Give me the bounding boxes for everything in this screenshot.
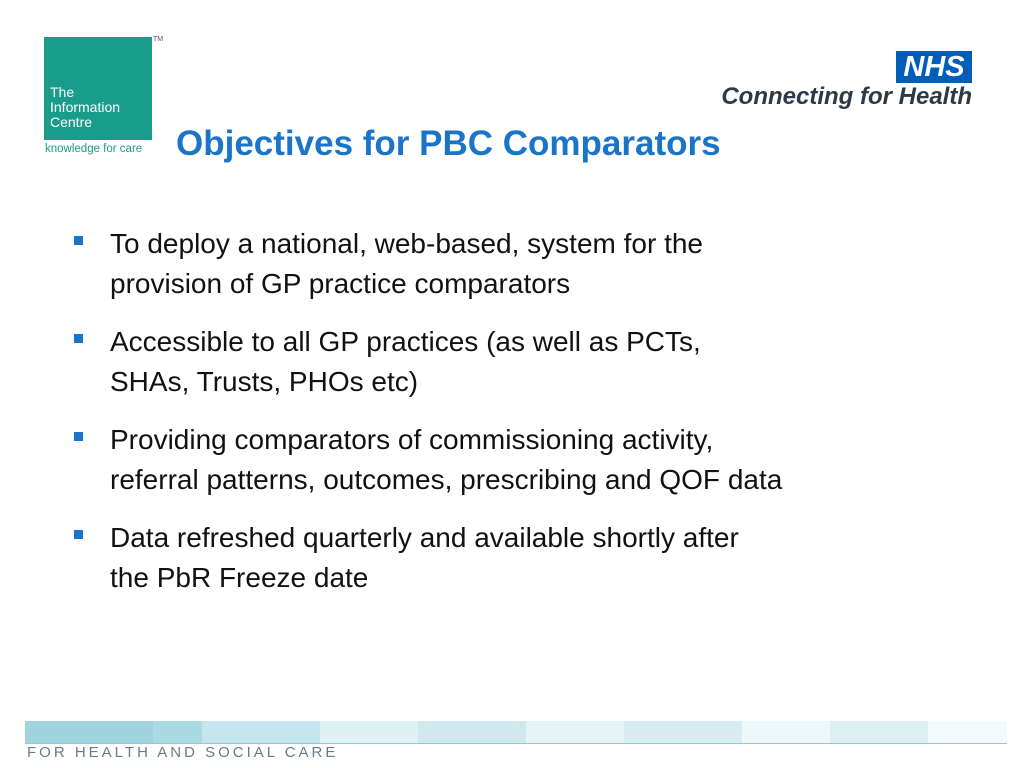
bullet-text: Accessible to all GP practices (as well as PCTs, SHAs, Trusts, PHOs etc) <box>110 326 701 397</box>
nhs-subtitle: Connecting for Health <box>721 83 972 110</box>
footer-band-segment <box>928 721 1007 743</box>
bullet-item <box>72 518 972 598</box>
footer-band-segment <box>202 721 320 743</box>
footer-color-band <box>25 721 1007 743</box>
footer-band-segment <box>624 721 742 743</box>
bullet-text: Data refreshed quarterly and available shortly after the PbR Freeze date <box>110 522 739 593</box>
footer-band-segment <box>418 721 526 743</box>
footer-band-segment <box>320 721 418 743</box>
bullet-item <box>72 420 972 500</box>
bullet-item <box>72 322 972 402</box>
trademark-mark: TM <box>153 36 164 43</box>
information-centre-logo <box>44 37 152 159</box>
footer-band-segment <box>742 721 830 743</box>
logo-tagline: knowledge for care <box>44 140 152 159</box>
logo-name: The Information Centre <box>50 84 121 130</box>
bullet-text: Providing comparators of commissioning activity, referral patterns, outcomes, prescribing and QOF data <box>110 424 783 495</box>
bullet-text: To deploy a national, web-based, system for the provision of GP practice comparators <box>110 228 704 299</box>
square-bullet-icon <box>74 432 83 441</box>
square-bullet-icon <box>74 236 83 245</box>
square-bullet-icon <box>74 334 83 343</box>
footer-band-segment <box>526 721 624 743</box>
square-bullet-icon <box>74 530 83 539</box>
footer-band-segment <box>25 721 153 743</box>
footer-band-segment <box>153 721 202 743</box>
bullet-item <box>72 224 972 304</box>
footer-text: FOR HEALTH AND SOCIAL CARE <box>27 744 339 761</box>
nhs-logo: NHS <box>896 51 972 83</box>
bullet-list <box>72 224 972 616</box>
footer-band-segment <box>830 721 928 743</box>
slide-title: Objectives for PBC Comparators <box>176 124 721 163</box>
